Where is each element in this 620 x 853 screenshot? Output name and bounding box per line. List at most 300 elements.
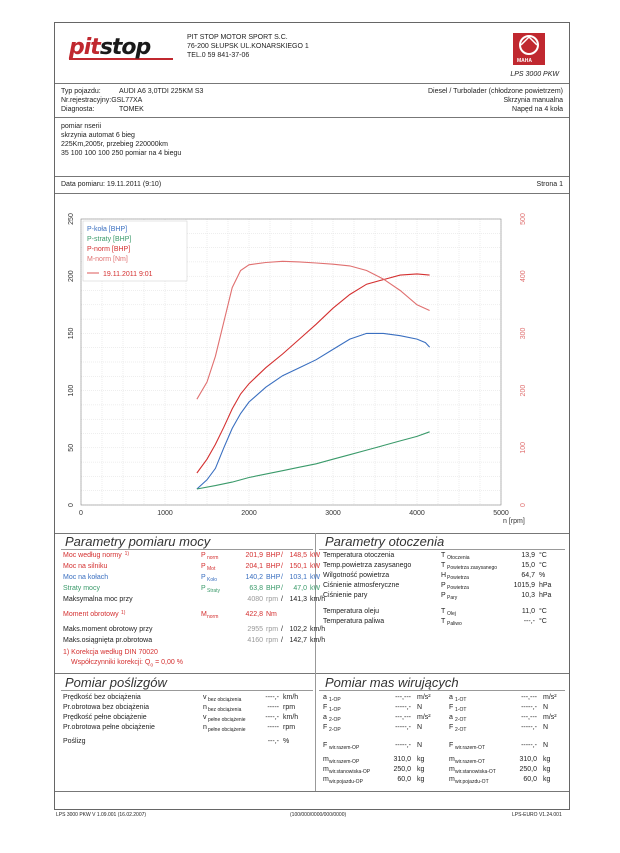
param-value-2: 103,1 bbox=[289, 574, 307, 581]
drive: Napęd na 4 koła bbox=[512, 106, 563, 113]
device-name: LPS 3000 PKW bbox=[510, 71, 559, 78]
slip-sub: pełne obciążenie bbox=[208, 717, 246, 723]
param-unit-1: BHP bbox=[266, 574, 281, 581]
legend-entry: M-norm [Nm] bbox=[87, 256, 128, 263]
mass-unit: N bbox=[417, 724, 423, 731]
slip-unit: km/h bbox=[283, 714, 299, 721]
mass-unit: m/s² bbox=[543, 714, 557, 721]
company-phone: TEL.0 59 841-37-06 bbox=[187, 52, 250, 59]
diag-label: Diagnosta: bbox=[61, 106, 95, 113]
mass-sub: wir.razem-OT bbox=[455, 759, 485, 765]
diag-value: TOMEK bbox=[119, 106, 144, 113]
params-row bbox=[63, 611, 313, 622]
slip-label: Prędkość pełne obciążenie bbox=[63, 714, 147, 721]
mass-value: -----,- bbox=[521, 724, 537, 731]
ambient-sub: Paliwo bbox=[447, 621, 462, 627]
param-unit-1: BHP bbox=[266, 585, 281, 592]
page-number: Strona 1 bbox=[536, 181, 563, 188]
mass-unit: kg bbox=[543, 776, 551, 783]
param-sub: norm bbox=[207, 555, 219, 561]
mass-symbol: a bbox=[449, 714, 453, 721]
param-label: Moc na silniku bbox=[63, 563, 108, 570]
mass-unit: kg bbox=[543, 766, 551, 773]
param-label: Moment obrotowy bbox=[63, 611, 119, 618]
mass-value: -----,- bbox=[395, 742, 411, 749]
param-value-1: 140,2 bbox=[245, 574, 263, 581]
param-value-1: 4160 bbox=[247, 637, 263, 644]
slip-row bbox=[63, 704, 313, 714]
divider bbox=[55, 83, 569, 84]
x-tick-label: 0 bbox=[79, 510, 83, 517]
param-separator: / bbox=[281, 626, 283, 633]
y-right-tick-label: 400 bbox=[520, 270, 527, 283]
param-symbol: P bbox=[201, 585, 206, 592]
company-info bbox=[187, 33, 309, 60]
y-right-tick-label: 0 bbox=[520, 503, 527, 507]
slip-value: ----- bbox=[267, 704, 279, 711]
param-label: Moc na kołach bbox=[63, 574, 109, 581]
mass-title: Pomiar mas wirujących bbox=[325, 675, 459, 690]
legend-entry: P-norm [BHP] bbox=[87, 246, 131, 253]
mass-row bbox=[323, 714, 441, 724]
ambient-symbol: T bbox=[441, 552, 446, 559]
params-row bbox=[63, 563, 321, 574]
mass-unit: kg bbox=[543, 756, 551, 763]
param-label: Maksymalna moc przy bbox=[63, 596, 133, 603]
divider bbox=[55, 176, 569, 177]
mass-value: ---,--- bbox=[395, 694, 411, 701]
param-sup: 1) bbox=[124, 551, 130, 557]
param-sub: Koło bbox=[207, 577, 218, 583]
legend-date: 19.11.2011 9:01 bbox=[103, 271, 153, 278]
mass-symbol: a bbox=[323, 694, 327, 701]
param-separator: / bbox=[281, 585, 283, 592]
slip-sub: bez obciążenia bbox=[208, 697, 242, 703]
correction-label: Współczynniki korekcji: bbox=[71, 659, 143, 666]
ambient-value: 13,9 bbox=[521, 552, 535, 559]
ambient-value: 11,0 bbox=[521, 608, 535, 615]
slip-unit: rpm bbox=[283, 724, 296, 731]
x-tick-label: 2000 bbox=[241, 510, 257, 517]
pitstop-logo bbox=[69, 35, 173, 60]
mass-row bbox=[323, 756, 441, 766]
params-row bbox=[63, 574, 321, 585]
params-table bbox=[63, 551, 326, 648]
legend-entry: P-koła [BHP] bbox=[87, 226, 128, 233]
param-unit-1: BHP bbox=[266, 552, 281, 559]
slip-symbol: v bbox=[203, 694, 207, 701]
mass-value: ---,--- bbox=[395, 714, 411, 721]
mass-unit: N bbox=[417, 704, 423, 711]
param-sub: norm bbox=[207, 614, 219, 620]
param-value-2: 141,3 bbox=[289, 596, 307, 603]
mass-unit: N bbox=[543, 742, 549, 749]
series-line-3 bbox=[197, 261, 430, 399]
param-separator: / bbox=[281, 637, 283, 644]
ambient-unit: °C bbox=[539, 552, 547, 559]
param-unit-1: Nm bbox=[266, 611, 277, 618]
mass-symbol: F bbox=[323, 704, 328, 711]
reg-value: GSL77XA bbox=[111, 97, 143, 104]
footer-version: LPS 3000 PKW V 1.09.001 (16.02.2007) bbox=[56, 812, 147, 818]
mass-value: 60,0 bbox=[523, 776, 537, 783]
slip-sub: pełne obciążenie bbox=[208, 727, 246, 733]
y-left-tick-label: 0 bbox=[68, 503, 75, 507]
x-axis-unit: n [rpm] bbox=[503, 518, 525, 525]
param-unit-2: km/h bbox=[310, 626, 326, 633]
series-line-1 bbox=[197, 432, 430, 489]
y-left-tick-label: 100 bbox=[68, 384, 75, 397]
ambient-unit: °C bbox=[539, 562, 547, 569]
mass-row bbox=[449, 766, 567, 776]
params-row bbox=[63, 551, 321, 563]
reg-label: Nr.rejestracyjny: bbox=[61, 97, 112, 104]
param-value-1: 2955 bbox=[247, 626, 263, 633]
mass-unit: N bbox=[543, 704, 549, 711]
ambient-symbol: P bbox=[441, 582, 446, 589]
mass-sub: wir.razem-OP bbox=[329, 759, 360, 765]
mass-value: 310,0 bbox=[519, 756, 537, 763]
power-chart bbox=[55, 195, 571, 533]
maha-logo bbox=[511, 31, 547, 67]
correction-symbol: Q bbox=[144, 659, 151, 666]
footer-code: (100/000/0000/000/0000) bbox=[290, 812, 347, 818]
ambient-sub: Otoczenia bbox=[447, 555, 470, 561]
mass-sub: wir.pojazdu-OP bbox=[329, 779, 363, 785]
ambient-table bbox=[323, 552, 567, 628]
slip-value: ----,- bbox=[265, 694, 279, 701]
slip-title: Pomiar poślizgów bbox=[65, 675, 167, 690]
mass-row bbox=[323, 742, 441, 752]
divider bbox=[55, 117, 569, 118]
slip-row bbox=[63, 738, 313, 748]
x-tick-label: 3000 bbox=[325, 510, 341, 517]
slip-unit: % bbox=[283, 738, 290, 745]
y-left-tick-label: 200 bbox=[68, 270, 75, 283]
slip-symbol: v bbox=[203, 714, 207, 721]
params-row bbox=[63, 626, 326, 637]
mass-symbol: F bbox=[449, 704, 454, 711]
ambient-sub: Pary bbox=[447, 595, 458, 601]
param-unit-2: km/h bbox=[310, 596, 326, 603]
ambient-symbol: T bbox=[441, 562, 446, 569]
param-unit-1: rpm bbox=[266, 596, 279, 603]
param-value-2: 47,0 bbox=[293, 585, 307, 592]
param-value-2: 102,2 bbox=[289, 626, 307, 633]
y-right-tick-label: 500 bbox=[520, 213, 527, 225]
gearbox: Skrzynia manualna bbox=[503, 97, 563, 104]
mass-value: 250,0 bbox=[393, 766, 411, 773]
engine-type: Diesel / Turbolader (chłodzone powietrzem) bbox=[427, 88, 563, 95]
mass-symbol: a bbox=[449, 694, 453, 701]
y-right-tick-label: 200 bbox=[520, 384, 527, 397]
mass-value: -----,- bbox=[521, 742, 537, 749]
type-label: Typ pojazdu: bbox=[61, 88, 101, 95]
param-symbol: P bbox=[201, 552, 206, 559]
slip-label: Pr.obrotowa bez obciążenia bbox=[63, 704, 149, 711]
param-separator: / bbox=[281, 574, 283, 581]
params-row bbox=[63, 637, 326, 648]
footnote-correction bbox=[71, 659, 183, 668]
param-symbol: M bbox=[201, 611, 207, 618]
mass-row bbox=[449, 756, 567, 766]
param-symbol: P bbox=[201, 574, 206, 581]
divider bbox=[319, 690, 565, 691]
slip-table bbox=[63, 694, 313, 748]
ambient-row bbox=[323, 562, 567, 572]
ambient-sub: Powietrza bbox=[447, 575, 469, 581]
mass-table-op bbox=[323, 694, 441, 786]
mass-sub: 2-OT bbox=[455, 727, 467, 733]
ambient-symbol: P bbox=[441, 592, 446, 599]
mass-symbol: m bbox=[449, 766, 455, 773]
chart-legend bbox=[83, 221, 187, 281]
param-symbol: P bbox=[201, 563, 206, 570]
ambient-value: ---,- bbox=[523, 618, 535, 625]
divider bbox=[319, 549, 565, 550]
ambient-label: Ciśnienie pary bbox=[323, 592, 368, 599]
mass-unit: kg bbox=[417, 756, 425, 763]
slip-sub: bez obciążenia bbox=[208, 707, 242, 713]
slip-label: Pr.obrotowa pełne obciążenie bbox=[63, 724, 155, 731]
param-label: Maks.osiągnięta pr.obrotowa bbox=[63, 637, 153, 644]
company-name: PIT STOP MOTOR SPORT S.C. bbox=[187, 34, 288, 41]
param-unit-2: kW bbox=[310, 552, 321, 559]
mass-value: ---,--- bbox=[521, 694, 537, 701]
mass-row bbox=[449, 714, 567, 724]
param-label: Moc według normy bbox=[63, 552, 122, 559]
mass-sub: wir.razem-OP bbox=[329, 745, 360, 751]
slip-symbol: n bbox=[203, 704, 207, 711]
slip-value: ---,- bbox=[267, 738, 279, 745]
ambient-label: Temperatura otoczenia bbox=[323, 552, 395, 559]
mass-sub: wir.stanowiska-OP bbox=[329, 769, 371, 775]
date-label: Data pomiaru: bbox=[61, 181, 105, 188]
footer-software: LPS-EURO V1.24.001 bbox=[512, 812, 562, 818]
param-label: Straty mocy bbox=[63, 585, 100, 592]
notes bbox=[61, 122, 181, 158]
ambient-value: 10,3 bbox=[521, 592, 535, 599]
param-unit-1: rpm bbox=[266, 626, 279, 633]
slip-value: ----,- bbox=[265, 714, 279, 721]
mass-row bbox=[323, 694, 441, 704]
ambient-unit: °C bbox=[539, 608, 547, 615]
vehicle-info bbox=[61, 87, 203, 114]
y-right-tick-label: 300 bbox=[520, 327, 527, 340]
param-label: Maks.moment obrotowy przy bbox=[63, 626, 153, 633]
ambient-label: Ciśnienie atmosferyczne bbox=[323, 582, 400, 589]
y-left-tick-label: 50 bbox=[68, 443, 75, 452]
mass-row bbox=[323, 766, 441, 776]
y-left-tick-label: 150 bbox=[68, 327, 75, 340]
param-sup: 1) bbox=[121, 610, 126, 616]
param-separator: / bbox=[281, 596, 283, 603]
ambient-unit: °C bbox=[539, 618, 547, 625]
ambient-label: Temperatura paliwa bbox=[323, 618, 385, 625]
ambient-sub: Olej bbox=[447, 611, 456, 617]
mass-unit: m/s² bbox=[417, 714, 431, 721]
vehicle-specs bbox=[428, 87, 563, 114]
note-line: skrzynia automat 6 bieg bbox=[61, 132, 135, 139]
ambient-title: Parametry otoczenia bbox=[325, 534, 445, 549]
x-tick-label: 4000 bbox=[409, 510, 425, 517]
mass-unit: m/s² bbox=[417, 694, 431, 701]
slip-row bbox=[63, 714, 313, 724]
mass-row bbox=[323, 704, 441, 714]
mass-table-ot bbox=[449, 694, 567, 786]
ambient-row bbox=[323, 582, 567, 592]
param-unit-1: rpm bbox=[266, 637, 279, 644]
mass-sub: 1-OP bbox=[329, 707, 341, 713]
slip-symbol: n bbox=[203, 724, 207, 731]
mass-row bbox=[323, 724, 441, 734]
param-value-2: 148,5 bbox=[289, 552, 307, 559]
mass-value: -----,- bbox=[521, 704, 537, 711]
param-unit-2: kW bbox=[310, 563, 321, 570]
mass-row bbox=[449, 694, 567, 704]
slip-label: Poślizg bbox=[63, 738, 86, 745]
ambient-unit: hPa bbox=[539, 582, 552, 589]
param-value-2: 150,1 bbox=[289, 563, 307, 570]
mass-sub: wir.pojazdu-OT bbox=[455, 779, 489, 785]
param-unit-1: BHP bbox=[266, 563, 281, 570]
footnote-din: 1) Korekcja według DIN 70020 bbox=[63, 649, 158, 656]
slip-unit: km/h bbox=[283, 694, 299, 701]
x-tick-label: 5000 bbox=[493, 510, 509, 517]
report-page bbox=[54, 22, 570, 810]
mass-symbol: m bbox=[323, 756, 329, 763]
ambient-row bbox=[323, 592, 567, 602]
ambient-symbol: H bbox=[441, 572, 447, 579]
params-row bbox=[63, 585, 321, 596]
mass-sub: wir.razem-OT bbox=[455, 745, 485, 751]
mass-symbol: m bbox=[323, 766, 329, 773]
param-value-2: 142,7 bbox=[289, 637, 307, 644]
mass-row bbox=[449, 724, 567, 734]
ambient-symbol: T bbox=[441, 618, 446, 625]
slip-row bbox=[63, 694, 313, 704]
param-value-1: 63,8 bbox=[249, 585, 263, 592]
ambient-unit: % bbox=[539, 572, 546, 579]
vertical-divider bbox=[315, 673, 316, 791]
ambient-label: Temperatura oleju bbox=[323, 608, 380, 615]
mass-unit: N bbox=[417, 742, 423, 749]
param-unit-2: kW bbox=[310, 574, 321, 581]
ambient-value: 1015,9 bbox=[513, 582, 535, 589]
mass-value: 250,0 bbox=[519, 766, 537, 773]
ambient-row bbox=[323, 618, 567, 628]
correction-value: = 0,00 % bbox=[155, 659, 183, 666]
param-sub: Straty bbox=[207, 588, 221, 594]
param-sub: Mot bbox=[207, 566, 216, 572]
divider bbox=[55, 673, 569, 674]
ambient-label: Temp.powietrza zasysanego bbox=[323, 562, 412, 569]
divider bbox=[55, 791, 569, 792]
param-separator: / bbox=[281, 552, 283, 559]
company-address: 76-200 SŁUPSK UL.KONARSKIEGO 1 bbox=[187, 43, 309, 50]
mass-unit: kg bbox=[417, 776, 425, 783]
ambient-row bbox=[323, 572, 567, 582]
mass-value: -----,- bbox=[395, 724, 411, 731]
param-value-1: 204,1 bbox=[245, 563, 263, 570]
mass-symbol: a bbox=[323, 714, 327, 721]
mass-symbol: m bbox=[449, 776, 455, 783]
mass-symbol: F bbox=[449, 742, 454, 749]
mass-unit: N bbox=[543, 724, 549, 731]
series-line-2 bbox=[197, 274, 430, 473]
series-line-0 bbox=[197, 333, 430, 489]
note-line: pomiar nserii bbox=[61, 123, 102, 130]
y-right-tick-label: 100 bbox=[520, 441, 527, 454]
mass-row bbox=[323, 776, 441, 786]
slip-label: Prędkość bez obciążenia bbox=[63, 694, 141, 701]
date-value: 19.11.2011 (9:10) bbox=[106, 181, 162, 188]
mass-symbol: m bbox=[449, 756, 455, 763]
ambient-sub: Powietrza zasysanego bbox=[447, 565, 498, 571]
slip-value: ----- bbox=[267, 724, 279, 731]
maha-logo-text: MAHA bbox=[517, 58, 532, 64]
mass-symbol: m bbox=[323, 776, 329, 783]
ambient-row bbox=[323, 552, 567, 562]
mass-symbol: F bbox=[449, 724, 454, 731]
x-tick-label: 1000 bbox=[157, 510, 173, 517]
mass-row bbox=[449, 704, 567, 714]
mass-sub: 1-OT bbox=[455, 707, 467, 713]
mass-row bbox=[449, 776, 567, 786]
param-unit-2: km/h bbox=[310, 637, 326, 644]
mass-unit: kg bbox=[417, 766, 425, 773]
mass-unit: m/s² bbox=[543, 694, 557, 701]
ambient-symbol: T bbox=[441, 608, 446, 615]
mass-symbol: F bbox=[323, 742, 328, 749]
ambient-row bbox=[323, 608, 567, 618]
mass-sub: 2-OP bbox=[329, 727, 341, 733]
mass-sub: 2-OP bbox=[329, 717, 341, 723]
ambient-value: 64,7 bbox=[521, 572, 535, 579]
logo-pit-text: pit bbox=[69, 35, 100, 60]
mass-sub: wir.stanowiska-OT bbox=[455, 769, 496, 775]
mass-value: ---,--- bbox=[521, 714, 537, 721]
params-row bbox=[63, 596, 326, 607]
param-separator: / bbox=[281, 563, 283, 570]
param-value-1: 422,8 bbox=[245, 611, 263, 618]
mass-value: 60,0 bbox=[397, 776, 411, 783]
mass-value: 310,0 bbox=[393, 756, 411, 763]
correction-sub: o bbox=[150, 662, 154, 669]
ambient-sub: Powietrza bbox=[447, 585, 469, 591]
slip-unit: rpm bbox=[283, 704, 296, 711]
note-line: 35 100 100 100 250 pomiar na 4 biegu bbox=[61, 150, 182, 157]
y-left-tick-label: 250 bbox=[68, 213, 75, 225]
type-value: AUDI A6 3,0TDI 225KM S3 bbox=[119, 88, 204, 95]
mass-sub: 2-OT bbox=[455, 717, 467, 723]
divider bbox=[61, 690, 313, 691]
logo-stop-text: stop bbox=[99, 35, 151, 60]
mass-value: -----,- bbox=[395, 704, 411, 711]
params-title: Parametry pomiaru mocy bbox=[65, 534, 211, 549]
ambient-unit: hPa bbox=[539, 592, 552, 599]
param-unit-2: kW bbox=[310, 585, 321, 592]
measurement-date bbox=[61, 181, 161, 188]
divider bbox=[55, 193, 569, 194]
mass-sub: 1-OP bbox=[329, 697, 341, 703]
mass-row bbox=[449, 742, 567, 752]
ambient-label: Wilgotność powietrza bbox=[323, 572, 390, 579]
param-value-1: 4080 bbox=[247, 596, 263, 603]
divider bbox=[61, 549, 313, 550]
legend-entry: P-straty [BHP] bbox=[87, 236, 132, 243]
ambient-value: 15,0 bbox=[521, 562, 535, 569]
